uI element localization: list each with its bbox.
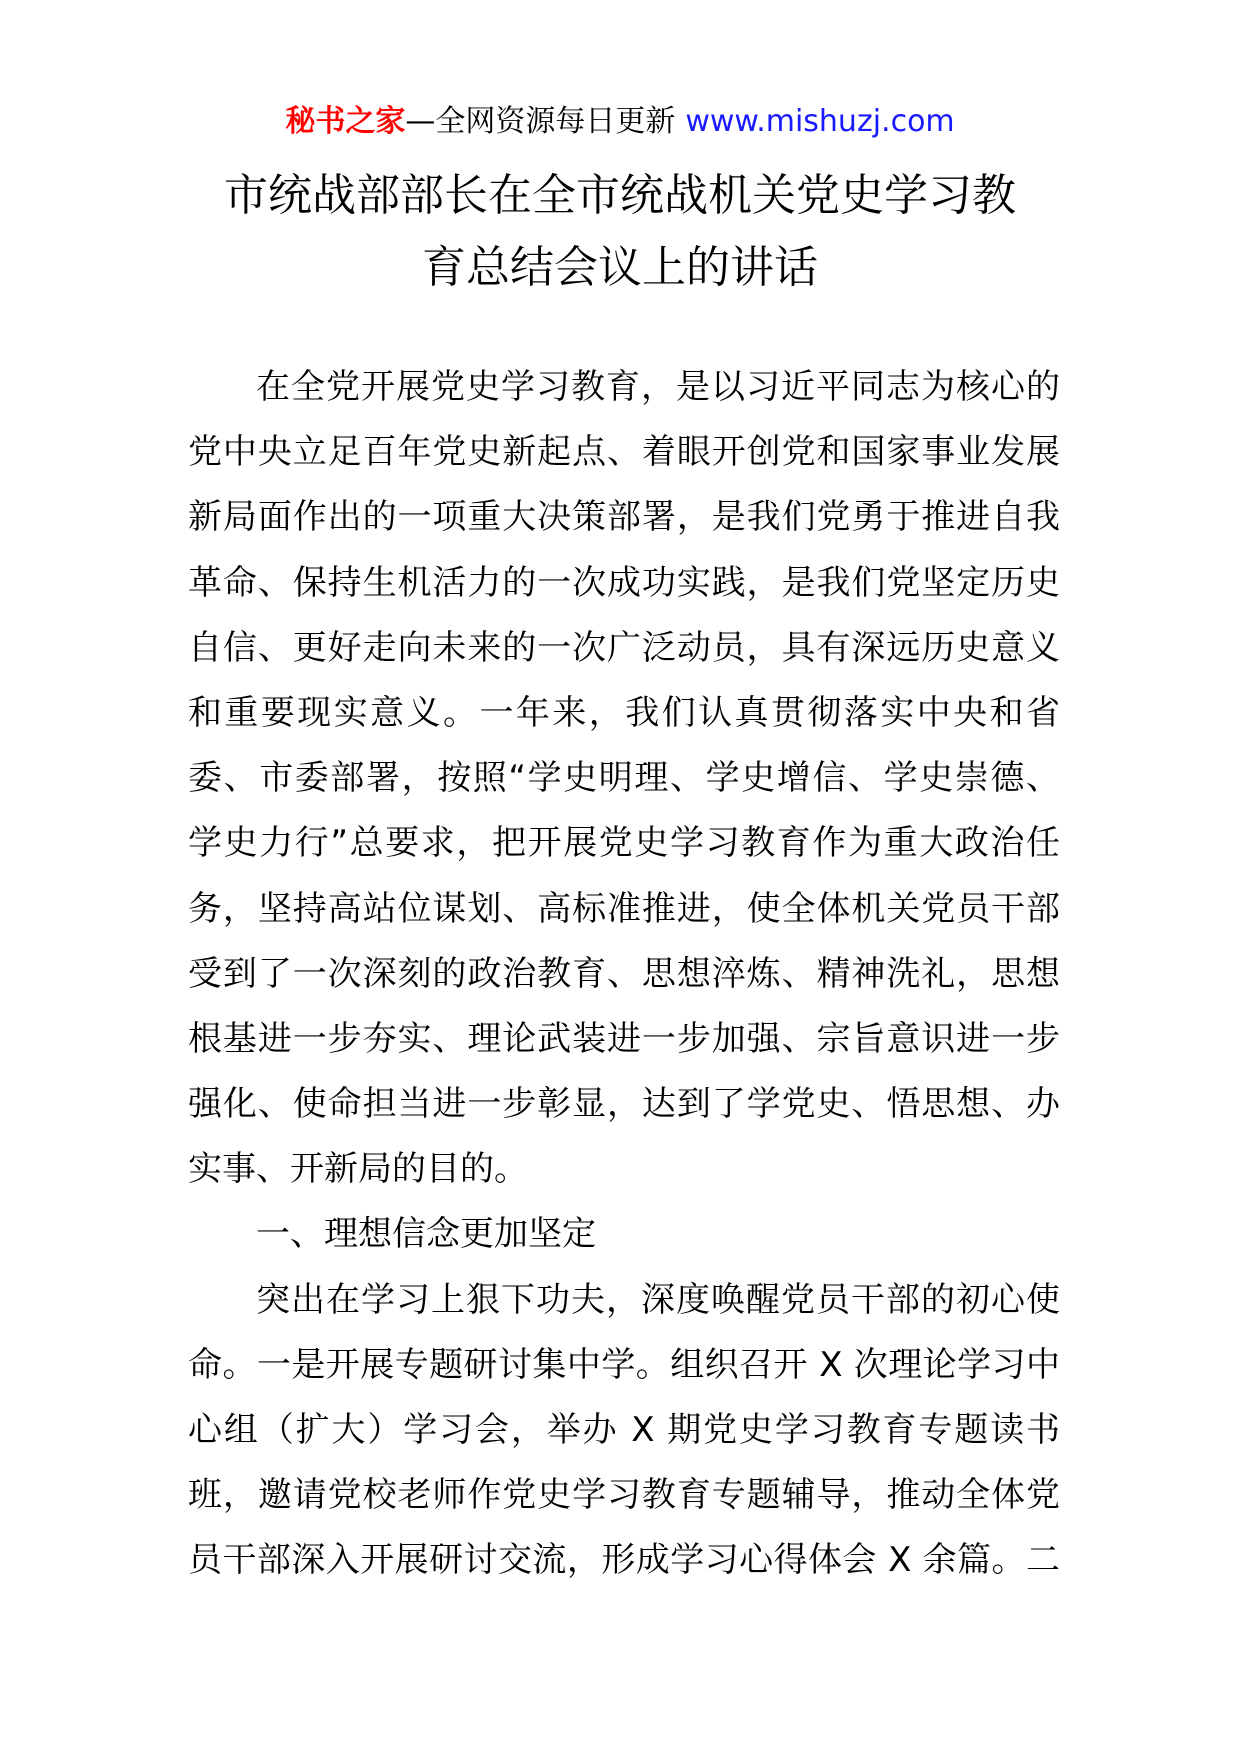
title-line: 市统战部部长在全市统战机关党史学习教: [224, 170, 1016, 221]
paragraph-line: 务，坚持高站位谋划、高标准推进，使全体机关党员干部: [188, 888, 1060, 929]
title-line: 育总结会议上的讲话: [422, 242, 818, 293]
document-title: [180, 160, 1060, 304]
paragraph-line: 班，邀请党校老师作党史学习教育专题辅导，推动全体党: [188, 1475, 1060, 1516]
paragraph-line: 命。一是开展专题研讨集中学。组织召开 X 次理论学习中: [188, 1344, 1060, 1385]
paragraph-line: 突出在学习上狠下功夫，深度唤醒党员干部的初心使: [256, 1279, 1060, 1320]
site-header: [0, 100, 1240, 144]
paragraph-line: 和重要现实意义。一年来，我们认真贯彻落实中央和省: [188, 692, 1060, 733]
paragraph-line: 受到了一次深刻的政治教育、思想淬炼、精神洗礼，思想: [188, 953, 1060, 994]
brand-name: 秘书之家: [285, 104, 406, 139]
paragraph-line: 自信、更好走向未来的一次广泛动员，具有深远历史意义: [188, 627, 1060, 668]
paragraph-line: 根基进一步夯实、理论武装进一步加强、宗旨意识进一步: [188, 1018, 1060, 1059]
paragraph-line: 委、市委部署，按照“学史明理、学史增信、学史崇德、: [188, 758, 1060, 799]
document-body: [188, 355, 1060, 1594]
section-heading: 一、理想信念更加坚定: [256, 1214, 596, 1255]
paragraph-line: 心组（扩大）学习会，举办 X 期党史学习教育专题读书: [188, 1410, 1060, 1450]
paragraph-line: 员干部深入开展研讨交流，形成学习心得体会 X 余篇。二: [188, 1540, 1060, 1581]
paragraph-line: 新局面作出的一项重大决策部署，是我们党勇于推进自我: [188, 497, 1060, 538]
site-url-link[interactable]: www.mishuzj.com: [685, 104, 955, 139]
paragraph-line: 党中央立足百年党史新起点、着眼开创党和国家事业发展: [188, 432, 1060, 473]
header-slogan: —全网资源每日更新: [405, 104, 676, 139]
paragraph-line: 在全党开展党史学习教育，是以习近平同志为核心的: [256, 367, 1060, 407]
paragraph-line: 学史力行”总要求，把开展党史学习教育作为重大政治任: [188, 823, 1060, 864]
paragraph-line: 革命、保持生机活力的一次成功实践，是我们党坚定历史: [188, 562, 1060, 603]
paragraph-line: 强化、使命担当进一步彰显，达到了学党史、悟思想、办: [188, 1084, 1060, 1125]
paragraph-line: 实事、开新局的目的。: [188, 1149, 528, 1190]
